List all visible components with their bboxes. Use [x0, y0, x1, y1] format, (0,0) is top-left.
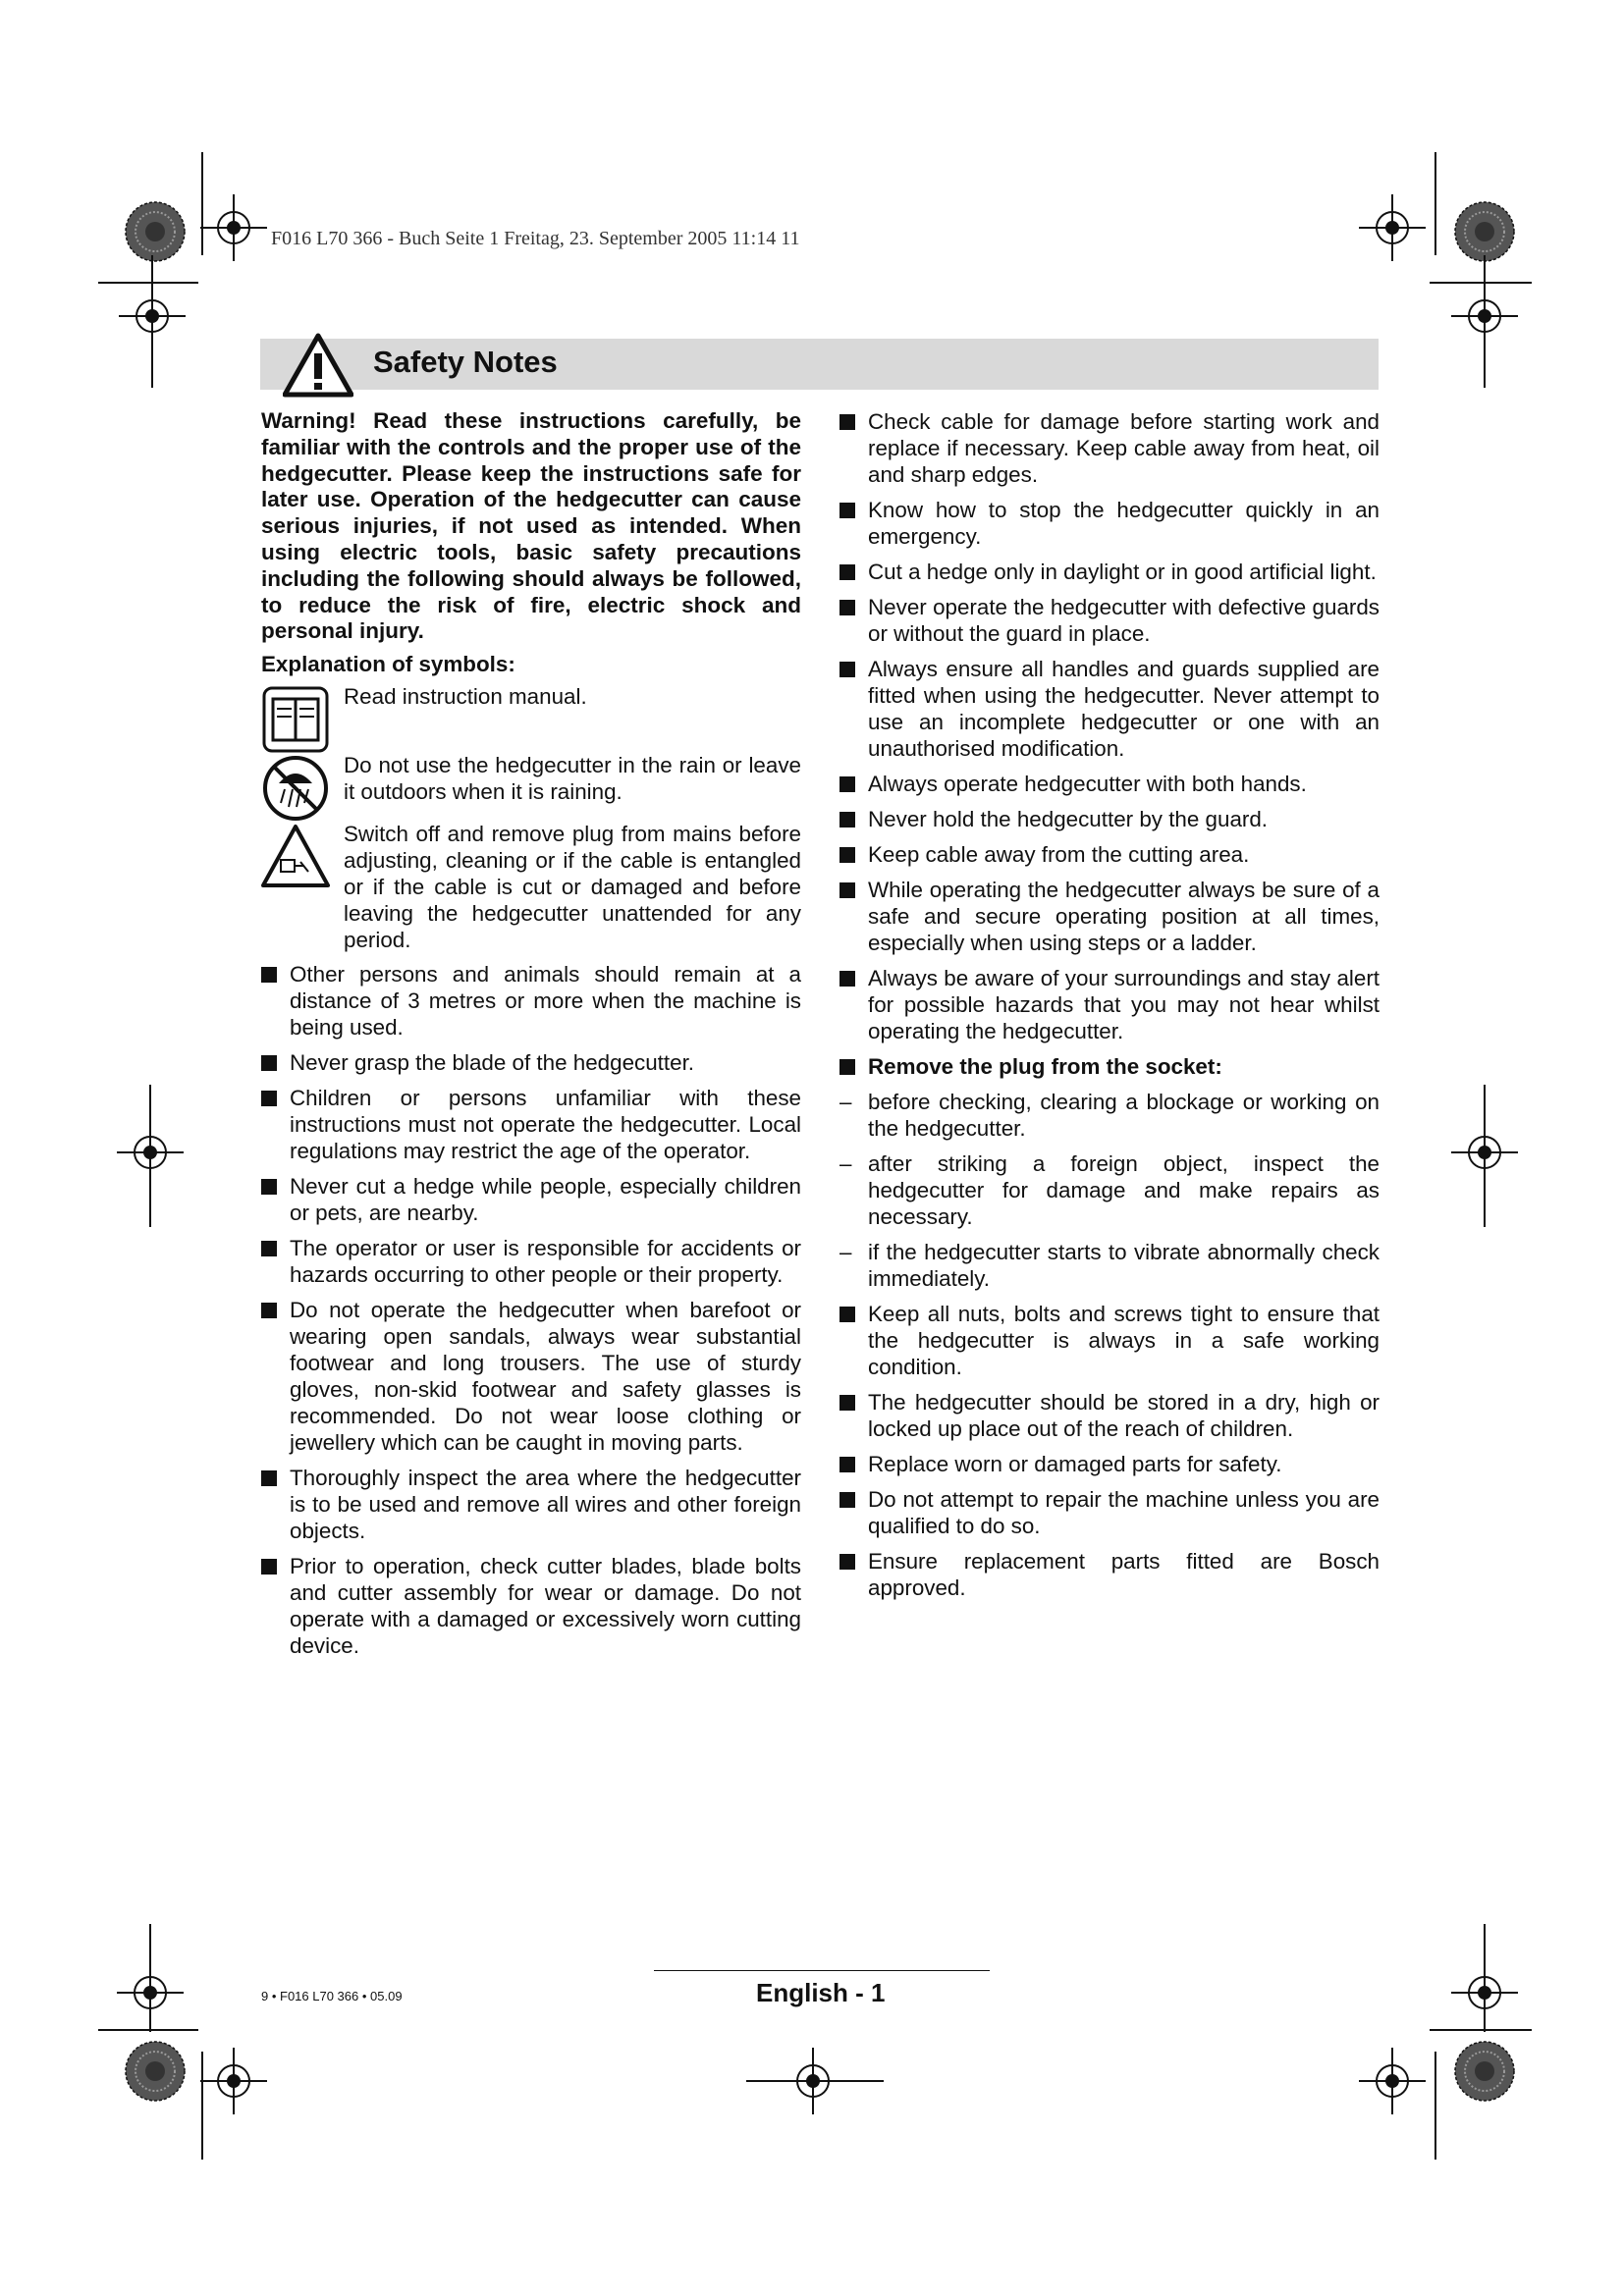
right-column — [839, 408, 1380, 1610]
bullet-square-icon — [261, 1465, 277, 1492]
list-item: Children or persons unfamiliar with these instructions must not operate the hedgecutter. Local regulations may restrict the age of the operator. — [261, 1085, 801, 1164]
bullet-square-icon — [839, 1053, 855, 1081]
list-item: Ensure replacement parts fitted are Bosch approved. — [839, 1548, 1380, 1601]
list-item: Check cable for damage before starting work and replace if necessary. Keep cable away from heat, oil and sharp edges. — [839, 408, 1380, 488]
bullet-square-icon — [261, 1297, 277, 1324]
list-item: Replace worn or damaged parts for safety. — [839, 1451, 1380, 1477]
print-header: F016 L70 366 - Buch Seite 1 Freitag, 23. September 2005 11:14 11 — [271, 228, 800, 249]
symbol-text: Switch off and remove plug from mains before adjusting, cleaning or if the cable is entangled or if the cable is cut or damaged and before leaving the hedgecutter unattended for any period. — [344, 822, 801, 953]
symbol-text: Do not use the hedgecutter in the rain or leave it outdoors when it is raining. — [344, 753, 801, 805]
dash-item: – if the hedgecutter starts to vibrate abnormally check immediately. — [839, 1240, 1380, 1291]
list-item: Other persons and animals should remain at a distance of 3 metres or more when the machine is being used. — [261, 961, 801, 1041]
bullet-square-icon — [839, 1548, 855, 1575]
symbol-row — [261, 821, 801, 953]
list-item: Know how to stop the hedgecutter quickly in an emergency. — [839, 497, 1380, 550]
list-item: Cut a hedge only in daylight or in good artificial light. — [839, 559, 1380, 585]
list-item: Never hold the hedgecutter by the guard. — [839, 806, 1380, 832]
bullet-square-icon — [261, 1085, 277, 1112]
list-item: Thoroughly inspect the area where the hedgecutter is to be used and remove all wires and other foreign objects. — [261, 1465, 801, 1544]
intro-warning: Warning! Read these instructions carefully, be familiar with the controls and the proper use of the hedgecutter. Please keep the instructions safe for later use. Operation of the hedgecutter can cause serious injuries, if not used as intended. When using electric tools, basic safety precautions including the following should always be followed, to reduce the risk of fire, electric shock and personal injury. — [261, 408, 801, 644]
manual-icon — [261, 685, 330, 754]
bullet-square-icon — [839, 771, 855, 798]
list-item: Keep all nuts, bolts and screws tight to ensure that the hedgecutter is always in a safe working condition. — [839, 1301, 1380, 1380]
footer-rule — [654, 1970, 990, 1971]
list-item: Do not attempt to repair the machine unless you are qualified to do so. — [839, 1486, 1380, 1539]
list-item: Never operate the hedgecutter with defective guards or without the guard in place. — [839, 594, 1380, 647]
list-item: Prior to operation, check cutter blades, blade bolts and cutter assembly for wear or damage. Do not operate with a damaged or excessively worn cutting device. — [261, 1553, 801, 1659]
bullet-square-icon — [839, 806, 855, 833]
list-item: Keep cable away from the cutting area. — [839, 841, 1380, 868]
list-item: Never cut a hedge while people, especially children or pets, are nearby. — [261, 1173, 801, 1226]
footer-code: 9 • F016 L70 366 • 05.09 — [261, 1989, 403, 2003]
bullet-square-icon — [839, 497, 855, 524]
bullet-square-icon — [839, 656, 855, 683]
list-item: Never grasp the blade of the hedgecutter. — [261, 1049, 801, 1076]
bullet-square-icon — [839, 594, 855, 621]
symbols-heading: Explanation of symbols: — [261, 652, 515, 677]
bullet-square-icon — [839, 1486, 855, 1514]
symbol-text: Read instruction manual. — [344, 684, 587, 710]
left-column — [261, 408, 801, 1668]
bullet-square-icon — [839, 1451, 855, 1478]
list-item: Always operate hedgecutter with both hands. — [839, 771, 1380, 797]
bullet-square-icon — [261, 961, 277, 988]
bullet-square-icon — [261, 1049, 277, 1077]
list-item: While operating the hedgecutter always be sure of a safe and secure operating position at all times, especially when using steps or a ladder. — [839, 877, 1380, 956]
remove-plug-heading: Remove the plug from the socket: — [839, 1053, 1380, 1080]
list-item: Always ensure all handles and guards supplied are fitted when using the hedgecutter. Never attempt to use an incomplete hedgecutter or one with an unauthorised modification. — [839, 656, 1380, 762]
warning-triangle-icon — [283, 332, 353, 399]
bullet-square-icon — [261, 1235, 277, 1262]
page-title: Safety Notes — [373, 345, 558, 379]
symbol-row — [261, 683, 801, 744]
list-item: The operator or user is responsible for accidents or hazards occurring to other people or their property. — [261, 1235, 801, 1288]
dash-item: – after striking a foreign object, inspect the hedgecutter for damage and make repairs as necessary. — [839, 1151, 1380, 1229]
bullet-square-icon — [261, 1173, 277, 1201]
list-item: The hedgecutter should be stored in a dry, high or locked up place out of the reach of children. — [839, 1389, 1380, 1442]
no-rain-icon — [261, 754, 330, 823]
bullet-square-icon — [839, 965, 855, 992]
bullet-square-icon — [839, 1301, 855, 1328]
bullet-square-icon — [839, 559, 855, 586]
symbol-row — [261, 752, 801, 813]
list-item: Do not operate the hedgecutter when barefoot or wearing open sandals, always wear substantial footwear and long trousers. The use of sturdy gloves, non-skid footwear and safety glasses is recommended. Do not wear loose clothing or jewellery which can be caught in moving parts. — [261, 1297, 801, 1456]
unplug-warning-icon — [261, 823, 330, 891]
bullet-square-icon — [839, 408, 855, 436]
dash-item: – before checking, clearing a blockage or working on the hedgecutter. — [839, 1090, 1380, 1141]
bullet-square-icon — [839, 1389, 855, 1416]
bullet-square-icon — [839, 841, 855, 869]
bullet-square-icon — [261, 1553, 277, 1580]
page-number: English - 1 — [756, 1978, 886, 2007]
list-item: Always be aware of your surroundings and stay alert for possible hazards that you may not hear whilst operating the hedgecutter. — [839, 965, 1380, 1044]
bullet-square-icon — [839, 877, 855, 904]
